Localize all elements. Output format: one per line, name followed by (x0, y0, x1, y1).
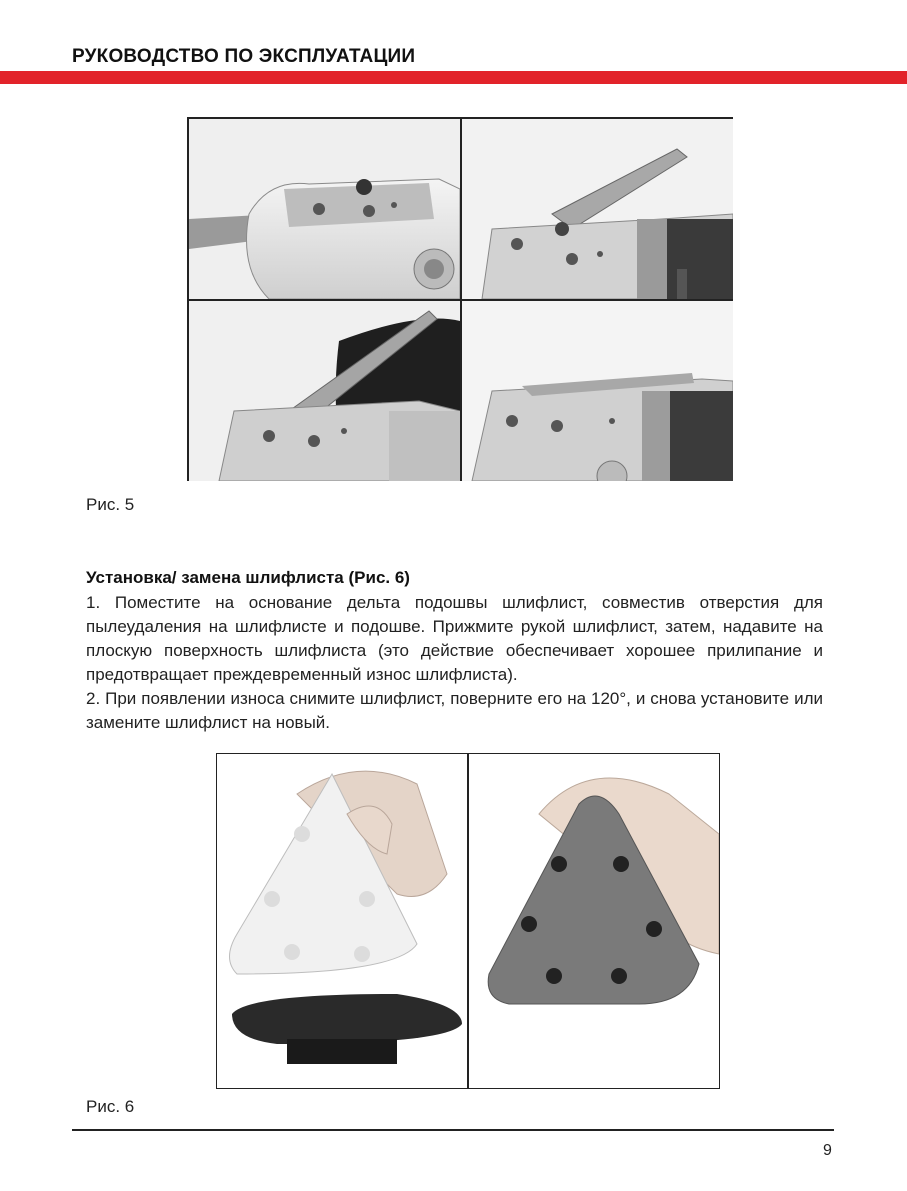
paragraph-1: 1. Поместите на основание дельта подошвы шлифлист, совместив отверстия для пылеудаления на шлифлисте и подошве. Прижмите рукой шлифлист, затем, надавите на плоскую поверхность шлифлиста (это действие обеспечивает хорошее прилипание и предотвращает преждевременный износ шлифлиста). (86, 593, 823, 684)
figure-5-caption: Рис. 5 (86, 495, 135, 514)
page-header-title: РУКОВОДСТВО ПО ЭКСПЛУАТАЦИИ (72, 46, 416, 67)
figure-5 (187, 117, 733, 481)
figure-6 (216, 753, 720, 1089)
figure-5-panel-3 (189, 301, 460, 481)
figure-5-horizontal-divider (189, 299, 731, 301)
page-number: 9 (823, 1142, 832, 1159)
figure-6-panel-right (469, 754, 719, 1088)
footer-divider (72, 1129, 834, 1131)
paragraph-2: 2. При появлении износа снимите шлифлист, поверните его на 120°, и снова установите или замените шлифлист на новый. (86, 689, 823, 732)
header-red-bar (0, 71, 907, 84)
figure-6-panel-left (217, 754, 467, 1088)
section-title: Установка/ замена шлифлиста (Рис. 6) (86, 568, 410, 587)
figure-5-panel-2 (462, 119, 733, 299)
figure-6-caption: Рис. 6 (86, 1097, 135, 1116)
figure-5-panel-1 (189, 119, 460, 299)
figure-5-panel-4 (462, 301, 733, 481)
